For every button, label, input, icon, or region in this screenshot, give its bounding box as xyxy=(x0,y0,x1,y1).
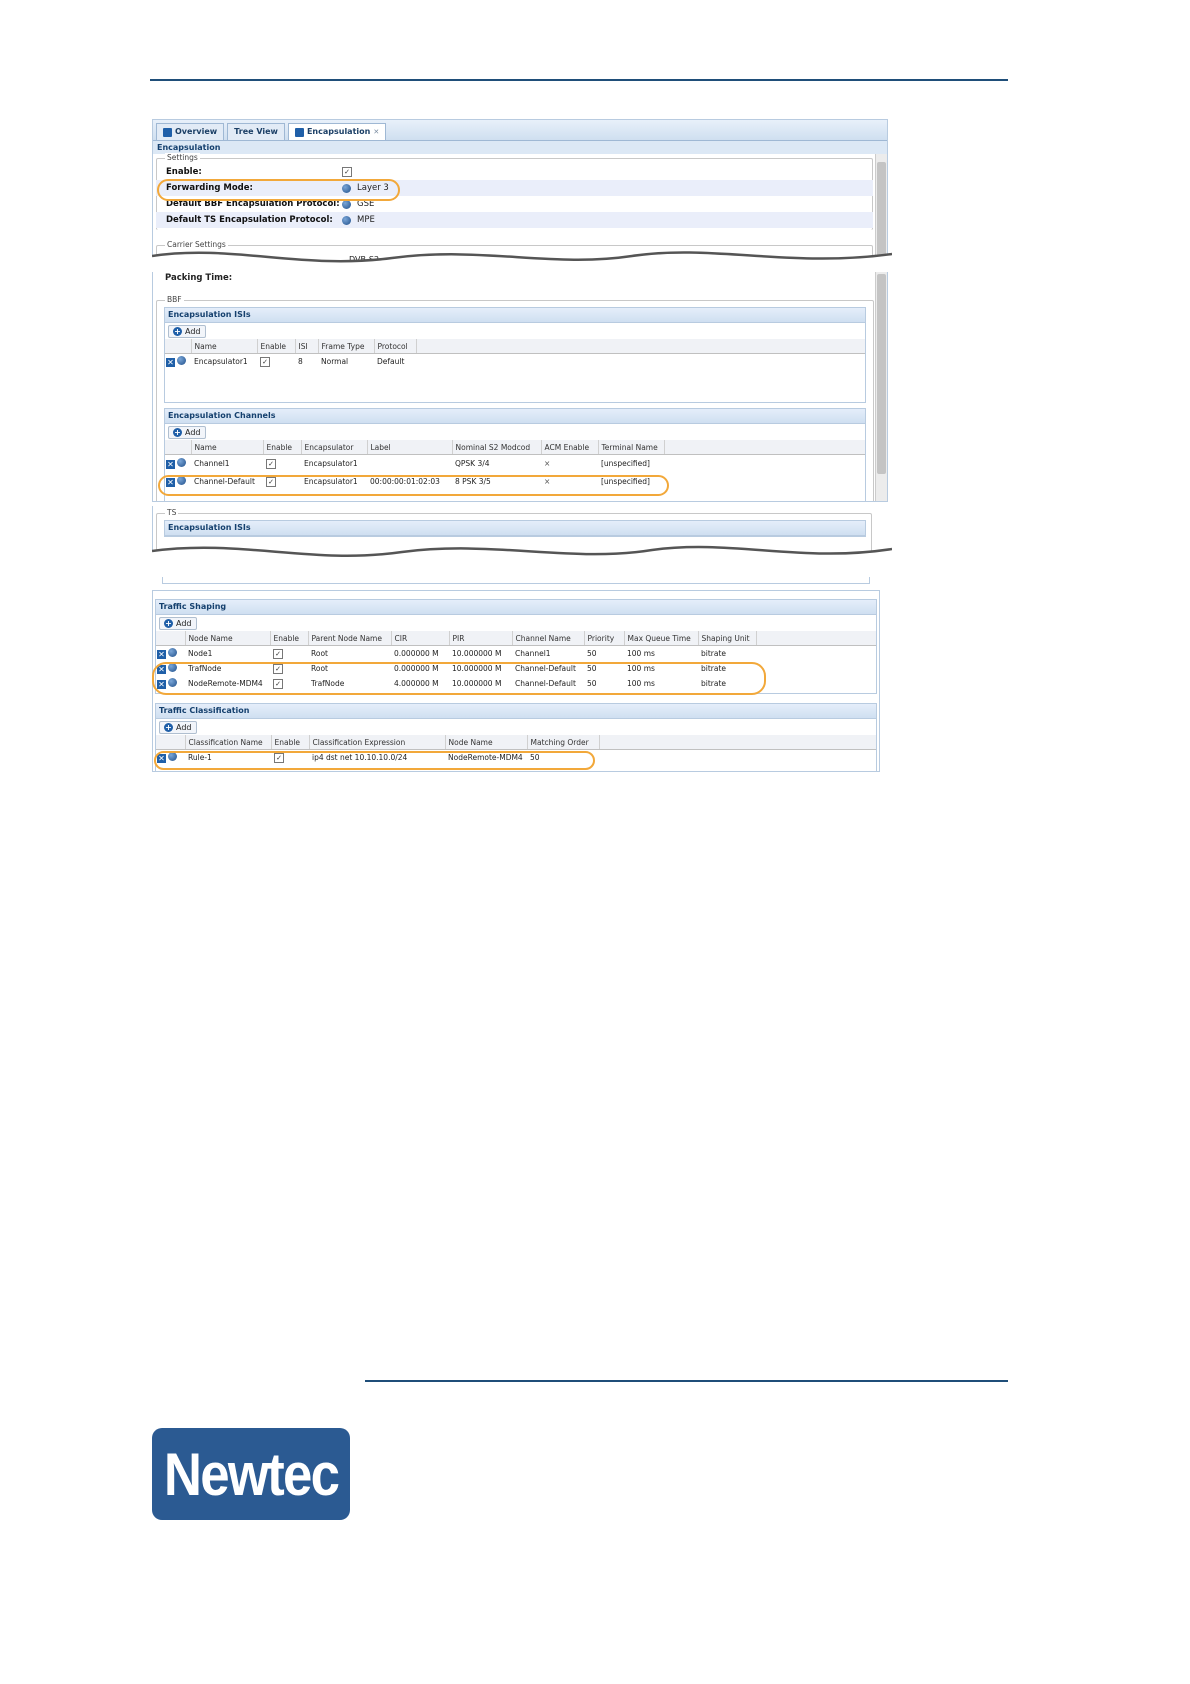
column-header[interactable]: ACM Enable xyxy=(541,440,598,455)
pir: 10.000000 M xyxy=(452,679,502,688)
edit-icon[interactable] xyxy=(342,184,351,193)
plus-icon: + xyxy=(174,326,181,336)
add-button[interactable] xyxy=(159,721,197,734)
carrier-settings-legend: Carrier Settings xyxy=(167,240,226,249)
table-row[interactable] xyxy=(156,676,876,691)
enable-checkbox[interactable]: ✓ xyxy=(273,679,283,689)
table-row[interactable] xyxy=(165,473,865,491)
encapsulator: Encapsulator1 xyxy=(304,477,358,486)
add-button[interactable] xyxy=(168,325,206,338)
shaping-unit: bitrate xyxy=(701,679,727,688)
max-queue-time: 100 ms xyxy=(627,679,655,688)
break-wave xyxy=(152,242,892,272)
column-header[interactable]: Parent Node Name xyxy=(308,631,391,646)
tab-label: Overview xyxy=(175,127,218,136)
ts-legend: TS xyxy=(167,508,177,517)
enable-checkbox[interactable]: ✓ xyxy=(273,649,283,659)
column-header[interactable]: Priority xyxy=(584,631,624,646)
modcod: 8 PSK 3/5 xyxy=(455,477,491,486)
pir: 10.000000 M xyxy=(452,649,502,658)
traffic-panel xyxy=(152,590,880,772)
channel-name: Channel-Default xyxy=(515,679,576,688)
tab-tree-view[interactable] xyxy=(227,123,285,140)
channel-name: Channel1 xyxy=(515,649,551,658)
column-header[interactable]: PIR xyxy=(449,631,512,646)
column-header[interactable]: Enable xyxy=(270,631,308,646)
header-rule xyxy=(150,79,1008,81)
channel-label: 00:00:00:01:02:03 xyxy=(370,477,440,486)
bbf-channels-table xyxy=(165,440,865,491)
shaping-unit: bitrate xyxy=(701,649,727,658)
column-header[interactable]: Matching Order xyxy=(527,735,599,750)
table-row[interactable] xyxy=(165,354,865,370)
plus-icon: + xyxy=(165,722,172,732)
overview-icon xyxy=(163,128,172,137)
max-queue-time: 100 ms xyxy=(627,649,655,658)
traffic-classification-table xyxy=(156,735,876,765)
column-header[interactable]: Name xyxy=(191,440,263,455)
traffic-classification-title: Traffic Classification xyxy=(156,704,876,719)
column-header[interactable]: Enable xyxy=(271,735,309,750)
bbf-isi-grid xyxy=(164,307,866,403)
column-header[interactable]: Shaping Unit xyxy=(698,631,756,646)
table-row[interactable] xyxy=(156,646,876,662)
delete-icon[interactable]: ✕ xyxy=(158,754,165,763)
bbf-channels-title: Encapsulation Channels xyxy=(165,409,865,424)
parent-node: TrafNode xyxy=(311,679,345,688)
encapsulation-icon xyxy=(295,128,304,137)
newtec-logo xyxy=(152,1428,350,1520)
add-button[interactable] xyxy=(159,617,197,630)
column-header[interactable]: Protocol xyxy=(374,339,416,354)
classification-name: Rule-1 xyxy=(188,753,212,762)
edit-icon[interactable] xyxy=(168,648,177,657)
node-name: Node1 xyxy=(188,649,213,658)
edit-icon[interactable] xyxy=(177,356,186,365)
enable-label: Enable: xyxy=(166,167,202,177)
max-queue-time: 100 ms xyxy=(627,664,655,673)
cir: 0.000000 M xyxy=(394,664,439,673)
acm-enable: × xyxy=(544,459,551,469)
edit-icon[interactable] xyxy=(177,476,186,485)
shaping-unit: bitrate xyxy=(701,664,727,673)
tab-overview[interactable] xyxy=(156,123,224,140)
panel-fragment xyxy=(162,577,870,584)
delete-icon[interactable]: ✕ xyxy=(167,460,174,470)
bbf-protocol-label: Default BBF Encapsulation Protocol: xyxy=(166,199,340,209)
add-label: Add xyxy=(185,427,201,437)
node-name: NodeRemote-MDM4 xyxy=(188,679,263,688)
pir: 10.000000 M xyxy=(452,664,502,673)
forwarding-mode-label: Forwarding Mode: xyxy=(166,183,253,193)
channel-name: Channel-Default xyxy=(194,477,255,486)
ts-protocol-label: Default TS Encapsulation Protocol: xyxy=(166,215,333,225)
column-header[interactable]: Name xyxy=(191,339,257,354)
priority: 50 xyxy=(587,679,597,688)
column-header[interactable]: Terminal Name xyxy=(598,440,664,455)
column-header[interactable]: Max Queue Time xyxy=(624,631,698,646)
encapsulator: Encapsulator1 xyxy=(304,459,358,469)
enable-checkbox[interactable]: ✓ xyxy=(274,753,284,763)
bbf-protocol-row xyxy=(156,196,873,212)
tab-label: Tree View xyxy=(234,127,278,136)
column-header[interactable]: Enable xyxy=(257,339,295,354)
matching-order: 50 xyxy=(530,753,540,762)
page-title: Encapsulation xyxy=(153,141,887,154)
table-row[interactable] xyxy=(156,661,876,676)
channel-name: Channel1 xyxy=(194,459,230,469)
node-name: NodeRemote-MDM4 xyxy=(448,753,523,762)
tab-label: Encapsulation xyxy=(306,127,371,136)
enable-checkbox[interactable]: ✓ xyxy=(260,357,270,367)
traffic-shaping-grid xyxy=(155,599,877,694)
column-header[interactable]: Label xyxy=(367,440,452,455)
edit-icon[interactable] xyxy=(168,752,177,761)
traffic-classification-grid xyxy=(155,703,877,772)
table-row[interactable] xyxy=(156,750,876,766)
traffic-shaping-title: Traffic Shaping xyxy=(156,600,876,615)
column-header[interactable]: Classification Name xyxy=(185,735,271,750)
isi-value: 8 xyxy=(298,357,303,366)
modcod: QPSK 3/4 xyxy=(455,459,490,469)
plus-icon: + xyxy=(174,427,181,437)
edit-icon[interactable] xyxy=(342,200,351,209)
isi-name: Encapsulator1 xyxy=(194,357,248,366)
delete-icon[interactable]: ✕ xyxy=(158,665,165,674)
add-label: Add xyxy=(176,618,192,628)
table-row[interactable] xyxy=(165,455,865,473)
column-header[interactable]: Channel Name xyxy=(512,631,584,646)
column-header[interactable]: ISI xyxy=(295,339,318,354)
enable-checkbox[interactable]: ✓ xyxy=(342,167,352,177)
edit-icon[interactable] xyxy=(342,216,351,225)
forwarding-mode-row xyxy=(156,180,873,196)
parent-node: Root xyxy=(311,649,328,658)
forwarding-mode-value: Layer 3 xyxy=(357,183,389,193)
delete-icon[interactable]: ✕ xyxy=(167,478,174,487)
bbf-protocol-value: GSE xyxy=(357,199,375,209)
column-header[interactable]: Frame Type xyxy=(318,339,374,354)
column-header[interactable]: Encapsulator xyxy=(301,440,367,455)
enable-checkbox[interactable]: ✓ xyxy=(273,664,283,674)
channel-label xyxy=(367,455,452,473)
cir: 0.000000 M xyxy=(394,649,439,658)
delete-icon[interactable]: ✕ xyxy=(158,650,165,659)
terminal-name: [unspecified] xyxy=(601,477,650,486)
edit-icon[interactable] xyxy=(168,678,177,687)
classification-expression: ip4 dst net 10.10.10.0/24 xyxy=(312,753,408,762)
edit-icon[interactable] xyxy=(177,458,186,467)
bbf-isi-table xyxy=(165,339,865,369)
bbf-panel xyxy=(152,272,888,502)
enable-checkbox[interactable]: ✓ xyxy=(266,477,276,487)
node-name: TrafNode xyxy=(188,664,222,673)
priority: 50 xyxy=(587,664,597,673)
ts-isi-title: Encapsulation ISIs xyxy=(165,521,865,536)
add-label: Add xyxy=(185,326,201,336)
tab-encapsulation[interactable] xyxy=(288,123,386,140)
packing-time-label: Packing Time: xyxy=(165,273,233,283)
column-header[interactable]: Nominal S2 Modcod xyxy=(452,440,541,455)
edit-icon[interactable] xyxy=(168,663,177,672)
ts-protocol-value: MPE xyxy=(357,215,375,225)
bbf-legend: BBF xyxy=(167,295,182,304)
add-label: Add xyxy=(176,722,192,732)
column-header[interactable]: Classification Expression xyxy=(309,735,445,750)
ts-protocol-row xyxy=(156,212,873,228)
footer-rule xyxy=(365,1380,1008,1382)
channel-name: Channel-Default xyxy=(515,664,576,673)
logo-text: Newtec xyxy=(163,1440,339,1508)
carrier-value: DVB-S2 xyxy=(349,255,380,264)
enable-checkbox[interactable]: ✓ xyxy=(266,459,276,469)
delete-icon[interactable]: ✕ xyxy=(158,680,165,689)
terminal-name: [unspecified] xyxy=(601,459,650,469)
column-header[interactable]: Node Name xyxy=(185,631,270,646)
settings-legend: Settings xyxy=(167,153,198,162)
column-header[interactable]: CIR xyxy=(391,631,449,646)
cir: 4.000000 M xyxy=(394,679,439,688)
bbf-channels-grid xyxy=(164,408,866,502)
column-header[interactable]: Node Name xyxy=(445,735,527,750)
column-header[interactable]: Enable xyxy=(263,440,301,455)
priority: 50 xyxy=(587,649,597,658)
delete-icon[interactable]: ✕ xyxy=(167,358,174,367)
acm-enable: × xyxy=(544,477,551,486)
parent-node: Root xyxy=(311,664,328,673)
break-wave xyxy=(152,537,892,567)
bbf-isi-title: Encapsulation ISIs xyxy=(165,308,865,323)
scrollbar[interactable] xyxy=(875,272,887,501)
plus-icon: + xyxy=(165,618,172,628)
enable-row xyxy=(156,164,873,180)
frame-type: Normal xyxy=(321,357,349,366)
close-icon[interactable]: ✕ xyxy=(373,128,380,136)
add-button[interactable] xyxy=(168,426,206,439)
protocol: Default xyxy=(377,357,405,366)
traffic-shaping-table xyxy=(156,631,876,691)
tab-bar xyxy=(153,120,887,141)
